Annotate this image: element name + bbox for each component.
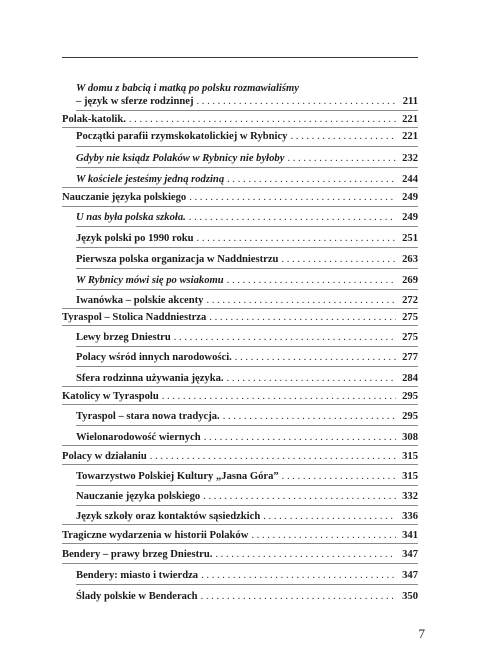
toc-entry-title: Nauczanie języka polskiego — [76, 491, 201, 502]
toc-entry-page: 221 — [402, 114, 418, 125]
dot-leader — [223, 410, 396, 423]
toc-entry-page: 272 — [402, 295, 418, 306]
toc-entry[interactable] — [76, 331, 418, 344]
toc-entry-page: 315 — [402, 451, 418, 462]
dot-leader — [282, 470, 396, 483]
toc-entry[interactable] — [62, 450, 418, 463]
toc-entry-page: 211 — [402, 96, 418, 107]
dot-leader — [196, 95, 396, 108]
dot-leader — [281, 253, 396, 266]
separator — [76, 485, 418, 486]
toc-entry[interactable] — [62, 390, 418, 403]
separator — [76, 110, 418, 111]
toc-entry[interactable] — [62, 529, 418, 542]
toc-entry[interactable] — [62, 191, 418, 204]
toc-entry[interactable] — [76, 590, 418, 603]
toc-entry-title: Tragiczne wydarzenia w historii Polaków — [62, 530, 249, 541]
toc-entry-page: 347 — [402, 570, 418, 581]
toc-entry-page: 295 — [402, 411, 418, 422]
dot-leader — [235, 351, 396, 364]
toc-entry[interactable] — [62, 311, 418, 324]
toc-entry-page: 275 — [402, 312, 418, 323]
separator — [62, 127, 418, 128]
toc-entry-page: 275 — [402, 332, 418, 343]
toc-entry-page: 315 — [402, 471, 418, 482]
dot-leader — [227, 173, 396, 186]
separator — [76, 289, 418, 290]
toc-entry-title: Polacy wśród innych narodowości. — [76, 352, 232, 363]
separator — [76, 346, 418, 347]
dot-leader — [290, 130, 396, 143]
toc-entry[interactable] — [76, 173, 418, 186]
dot-leader — [227, 274, 396, 287]
toc-entry-page: 221 — [402, 131, 418, 142]
dot-leader — [206, 294, 396, 307]
toc-entry-title: Polacy w działaniu — [62, 451, 147, 462]
dot-leader — [189, 211, 396, 224]
toc-entry-title: U nas była polska szkoła. — [76, 212, 186, 223]
toc-entry-title: Język szkoły oraz kontaktów sąsiedzkich — [76, 511, 261, 522]
toc-entry-title: W Rybnicy mówi się po wsiakomu — [76, 275, 224, 286]
dot-leader — [227, 372, 396, 385]
toc-entry-page: 341 — [402, 530, 418, 541]
toc-entry-page: 347 — [402, 549, 418, 560]
toc-entry-title: Język polski po 1990 roku — [76, 233, 194, 244]
separator — [62, 404, 418, 405]
dot-leader — [203, 490, 396, 503]
separator — [76, 268, 418, 269]
toc-entry[interactable] — [76, 372, 418, 385]
toc-entry[interactable] — [76, 232, 418, 245]
toc-entry-title: W kościele jesteśmy jedną rodziną — [76, 174, 225, 185]
toc-entry[interactable] — [76, 490, 418, 503]
toc-entry-page: 336 — [402, 511, 418, 522]
toc-entry-page: 244 — [402, 174, 418, 185]
toc-entry-page: 350 — [402, 591, 418, 602]
toc-entry[interactable] — [76, 431, 418, 444]
separator — [76, 226, 418, 227]
toc-entry-title: Katolicy w Tyraspolu — [62, 391, 159, 402]
toc-entry-title-continuation: – język w sferze rodzinnej — [76, 96, 194, 107]
separator — [62, 206, 418, 207]
dot-leader — [201, 569, 396, 582]
toc-entry-title: Wielonarodowość wiernych — [76, 432, 201, 443]
dot-leader — [215, 548, 396, 561]
dot-leader — [129, 113, 396, 126]
dot-leader — [189, 191, 396, 204]
toc-entry-page: 332 — [402, 491, 418, 502]
toc-entry-title: Lewy brzeg Dniestru — [76, 332, 171, 343]
toc-entry[interactable] — [76, 510, 418, 523]
separator — [62, 386, 418, 387]
page-number: 7 — [418, 626, 425, 641]
toc-entry[interactable] — [76, 211, 418, 224]
separator — [62, 325, 418, 326]
toc-entry-title: Iwanówka – polskie akcenty — [76, 295, 204, 306]
toc-entry-title: Sfera rodzinna używania języka. — [76, 373, 224, 384]
table-of-contents — [62, 0, 418, 669]
toc-entry-title: Gdyby nie ksiądz Polaków w Rybnicy nie byłoby — [76, 153, 285, 164]
separator — [62, 543, 418, 544]
toc-entry-title: Tyraspol – stara nowa tradycja. — [76, 411, 220, 422]
toc-entry[interactable] — [62, 548, 418, 561]
toc-entry[interactable] — [62, 113, 418, 126]
toc-entry[interactable] — [76, 82, 418, 108]
toc-entry-title: Tyraspol – Stolica Naddniestrza — [62, 312, 207, 323]
toc-entry-page: 232 — [402, 153, 418, 164]
dot-leader — [201, 590, 396, 603]
separator — [62, 464, 418, 465]
toc-entry-title: Bendery – prawy brzeg Dniestru. — [62, 549, 213, 560]
toc-entry-page: 269 — [402, 275, 418, 286]
dot-leader — [263, 510, 396, 523]
toc-entry-title: Nauczanie języka polskiego — [62, 192, 187, 203]
toc-entry[interactable] — [76, 294, 418, 307]
dot-leader — [287, 152, 396, 165]
toc-entry[interactable] — [76, 130, 418, 143]
toc-entry[interactable] — [76, 253, 418, 266]
toc-entry-title: Ślady polskie w Benderach — [76, 591, 198, 602]
toc-entry-page: 277 — [402, 352, 418, 363]
separator — [62, 445, 418, 446]
dot-leader — [251, 529, 396, 542]
toc-entry-title: Początki parafii rzymskokatolickiej w Rybnicy — [76, 131, 288, 142]
toc-entry-title: W domu z babcią i matką po polsku rozmawialiśmy — [76, 83, 299, 94]
toc-entry[interactable] — [76, 410, 418, 423]
separator — [76, 584, 418, 585]
toc-entry[interactable] — [76, 152, 418, 165]
toc-entry-page: 308 — [402, 432, 418, 443]
toc-entry-page: 249 — [402, 192, 418, 203]
toc-entry[interactable] — [76, 470, 418, 483]
separator — [76, 505, 418, 506]
dot-leader — [197, 232, 396, 245]
toc-entry-page: 295 — [402, 391, 418, 402]
toc-entry[interactable] — [76, 569, 418, 582]
toc-entry-page: 263 — [402, 254, 418, 265]
dot-leader — [209, 311, 396, 324]
toc-entry-page: 284 — [402, 373, 418, 384]
dot-leader — [162, 390, 396, 403]
separator — [62, 524, 418, 525]
separator — [76, 146, 418, 147]
separator — [76, 425, 418, 426]
toc-entry[interactable] — [76, 351, 418, 364]
separator — [76, 167, 418, 168]
separator — [76, 247, 418, 248]
separator — [62, 187, 418, 188]
dot-leader — [150, 450, 396, 463]
dot-leader — [174, 331, 396, 344]
separator — [62, 308, 418, 309]
separator — [76, 366, 418, 367]
toc-entry-title: Pierwsza polska organizacja w Naddniestrzu — [76, 254, 279, 265]
toc-entry[interactable] — [76, 274, 418, 287]
toc-entry-title: Towarzystwo Polskiej Kultury „Jasna Góra” — [76, 471, 279, 482]
toc-entry-page: 249 — [402, 212, 418, 223]
separator — [62, 563, 418, 564]
toc-entry-title: Polak-katolik. — [62, 114, 126, 125]
dot-leader — [204, 431, 396, 444]
toc-entry-title: Bendery: miasto i twierdza — [76, 570, 199, 581]
toc-entry-page: 251 — [402, 233, 418, 244]
